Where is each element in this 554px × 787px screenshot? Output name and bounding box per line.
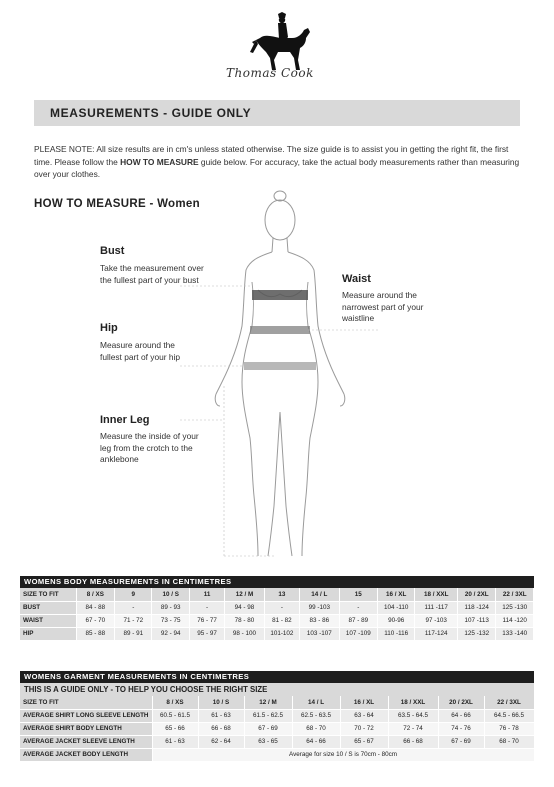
header-cell: 8 / XS — [76, 588, 114, 601]
header-cell: 16 / XL — [340, 696, 388, 709]
inner-leg-desc-line: Measure the inside of your — [100, 431, 199, 441]
header-cell: 14 / L — [300, 588, 340, 601]
body-table-title: WOMENS BODY MEASUREMENTS IN CENTIMETRES — [20, 576, 534, 588]
table-cell: 72 - 74 — [388, 722, 438, 735]
table-cell: 76 - 77 — [189, 614, 224, 627]
header-cell: 12 / M — [225, 588, 265, 601]
table-cell: 84 - 88 — [76, 601, 114, 614]
table-cell: - — [115, 601, 152, 614]
note-prefix: PLEASE NOTE: All size results are in cm's unless stated otherwise. The size guide is to assist you in getting the right fit, the first time. Please follow the — [34, 144, 509, 167]
table-cell: 101-102 — [264, 627, 299, 640]
table-cell: 117-124 — [415, 627, 458, 640]
table-cell: 61 - 63 — [152, 735, 198, 748]
table-row — [20, 614, 534, 627]
table-cell: 114 -120 — [496, 614, 534, 627]
table-cell: 67 - 69 — [244, 722, 292, 735]
hip-label: Hip — [100, 322, 118, 334]
body-table-header-row — [20, 588, 534, 601]
row-header: AVERAGE SHIRT LONG SLEEVE LENGTH — [20, 709, 152, 722]
table-cell: 76 - 78 — [484, 722, 534, 735]
inner-leg-description — [100, 431, 199, 466]
table-cell: 87 - 89 — [339, 614, 377, 627]
waist-desc-line: waistline — [342, 313, 375, 324]
header-cell: 10 / S — [152, 588, 189, 601]
table-cell: 133 -140 — [496, 627, 534, 640]
header-cell: 9 — [115, 588, 152, 601]
garment-table-title: WOMENS GARMENT MEASUREMENTS IN CENTIMETRES — [20, 671, 534, 683]
row-header: HIP — [20, 627, 76, 640]
table-row — [20, 601, 534, 614]
header-cell: 18 / XXL — [415, 588, 458, 601]
row-header: WAIST — [20, 614, 76, 627]
bust-description — [100, 263, 204, 286]
table-cell: 66 - 68 — [198, 722, 244, 735]
table-cell: 63 - 64 — [340, 709, 388, 722]
table-cell: 63 - 65 — [244, 735, 292, 748]
body-measurements-table — [20, 576, 534, 641]
table-cell: 104 -110 — [378, 601, 415, 614]
table-cell: 65 - 67 — [340, 735, 388, 748]
table-cell: 62.5 - 63.5 — [292, 709, 340, 722]
table-cell: 107 -113 — [458, 614, 496, 627]
table-row — [20, 748, 534, 761]
table-cell: 67 - 70 — [76, 614, 114, 627]
table-cell: 81 - 82 — [264, 614, 299, 627]
table-cell: 99 -103 — [300, 601, 340, 614]
table-cell: 64 - 66 — [292, 735, 340, 748]
table-cell: 65 - 66 — [152, 722, 198, 735]
inner-leg-label: Inner Leg — [100, 414, 150, 426]
table-cell: 64 - 66 — [438, 709, 484, 722]
row-header: BUST — [20, 601, 76, 614]
table-cell: 103 -107 — [300, 627, 340, 640]
inner-leg-desc-line: leg from the crotch to the — [100, 442, 193, 453]
note-bold: HOW TO MEASURE — [120, 156, 199, 167]
table-cell: 73 - 75 — [152, 614, 189, 627]
hip-description — [100, 340, 180, 363]
header-cell: 15 — [339, 588, 377, 601]
table-cell: 78 - 80 — [225, 614, 265, 627]
table-cell: 67 - 69 — [438, 735, 484, 748]
table-row — [20, 627, 534, 640]
table-cell: 98 - 100 — [225, 627, 265, 640]
table-cell: 68 - 70 — [292, 722, 340, 735]
table-cell: - — [189, 601, 224, 614]
table-cell: 62 - 64 — [198, 735, 244, 748]
table-cell: 70 - 72 — [340, 722, 388, 735]
hip-desc-line: fullest part of your hip — [100, 351, 181, 362]
header-cell: 14 / L — [292, 696, 340, 709]
table-cell: - — [339, 601, 377, 614]
garment-table-header-row — [20, 696, 534, 709]
header-cell: 12 / M — [244, 696, 292, 709]
table-cell: Average for size 10 / S is 70cm - 80cm — [152, 748, 534, 761]
brand-name: Thomas Cook — [226, 66, 314, 80]
table-cell: 83 - 86 — [300, 614, 340, 627]
garment-table-subtitle: THIS IS A GUIDE ONLY - TO HELP YOU CHOOSE THE RIGHT SIZE — [20, 683, 534, 696]
header-cell: 16 / XL — [378, 588, 415, 601]
row-header: AVERAGE JACKET SLEEVE LENGTH — [20, 735, 152, 748]
header-cell: 18 / XXL — [388, 696, 438, 709]
waist-desc-line: Measure around the — [342, 290, 417, 300]
table-cell: 125 -130 — [496, 601, 534, 614]
table-cell: 71 - 72 — [115, 614, 152, 627]
page-title: MEASUREMENTS - GUIDE ONLY — [50, 106, 252, 120]
table-row — [20, 735, 534, 748]
table-row — [20, 722, 534, 735]
row-header: AVERAGE JACKET BODY LENGTH — [20, 748, 152, 761]
table-cell: 110 -116 — [378, 627, 415, 640]
note-suffix: guide below. For accuracy, take the actual body measurements rather than measuring over your clothes. — [34, 156, 520, 180]
header-cell: 11 — [189, 588, 224, 601]
row-header: AVERAGE SHIRT BODY LENGTH — [20, 722, 152, 735]
table-cell: 89 - 93 — [152, 601, 189, 614]
table-cell: 94 - 98 — [225, 601, 265, 614]
table-cell: 118 -124 — [458, 601, 496, 614]
table-cell: - — [264, 601, 299, 614]
header-cell: SIZE TO FIT — [20, 696, 152, 709]
bust-desc-line: Take the measurement over — [100, 263, 204, 273]
inner-leg-desc-line: anklebone — [100, 454, 139, 465]
header-cell: 22 / 3XL — [484, 696, 534, 709]
table-cell: 85 - 88 — [76, 627, 114, 640]
table-cell: 89 - 91 — [115, 627, 152, 640]
waist-description — [342, 290, 423, 325]
waist-desc-line: narrowest part of your — [342, 301, 424, 312]
table-cell: 111 -117 — [415, 601, 458, 614]
how-to-measure-title: HOW TO MEASURE - Women — [34, 198, 200, 210]
page-title-band — [34, 100, 520, 126]
header-cell: 20 / 2XL — [438, 696, 484, 709]
table-cell: 92 - 94 — [152, 627, 189, 640]
bust-label: Bust — [100, 245, 125, 257]
body-figure-illustration — [180, 186, 380, 564]
table-cell: 66 - 68 — [388, 735, 438, 748]
table-cell: 68 - 70 — [484, 735, 534, 748]
header-cell: 20 / 2XL — [458, 588, 496, 601]
table-cell: 95 - 97 — [189, 627, 224, 640]
table-cell: 90-96 — [378, 614, 415, 627]
bust-desc-line: the fullest part of your bust — [100, 274, 199, 285]
table-cell: 97 -103 — [415, 614, 458, 627]
table-cell: 125 -132 — [458, 627, 496, 640]
header-cell: 22 / 3XL — [496, 588, 534, 601]
size-note — [34, 143, 524, 181]
table-cell: 61.5 - 62.5 — [244, 709, 292, 722]
table-cell: 60.5 - 61.5 — [152, 709, 198, 722]
table-cell: 61 - 63 — [198, 709, 244, 722]
table-cell: 64.5 - 66.5 — [484, 709, 534, 722]
table-cell: 63.5 - 64.5 — [388, 709, 438, 722]
garment-measurements-table — [20, 671, 534, 762]
header-cell: 13 — [264, 588, 299, 601]
hip-desc-line: Measure around the — [100, 340, 175, 350]
table-cell: 107 -109 — [339, 627, 377, 640]
header-cell: 10 / S — [198, 696, 244, 709]
header-cell: 8 / XS — [152, 696, 198, 709]
table-cell: 74 - 76 — [438, 722, 484, 735]
waist-label: Waist — [342, 273, 371, 285]
header-cell: SIZE TO FIT — [20, 588, 76, 601]
table-row — [20, 709, 534, 722]
